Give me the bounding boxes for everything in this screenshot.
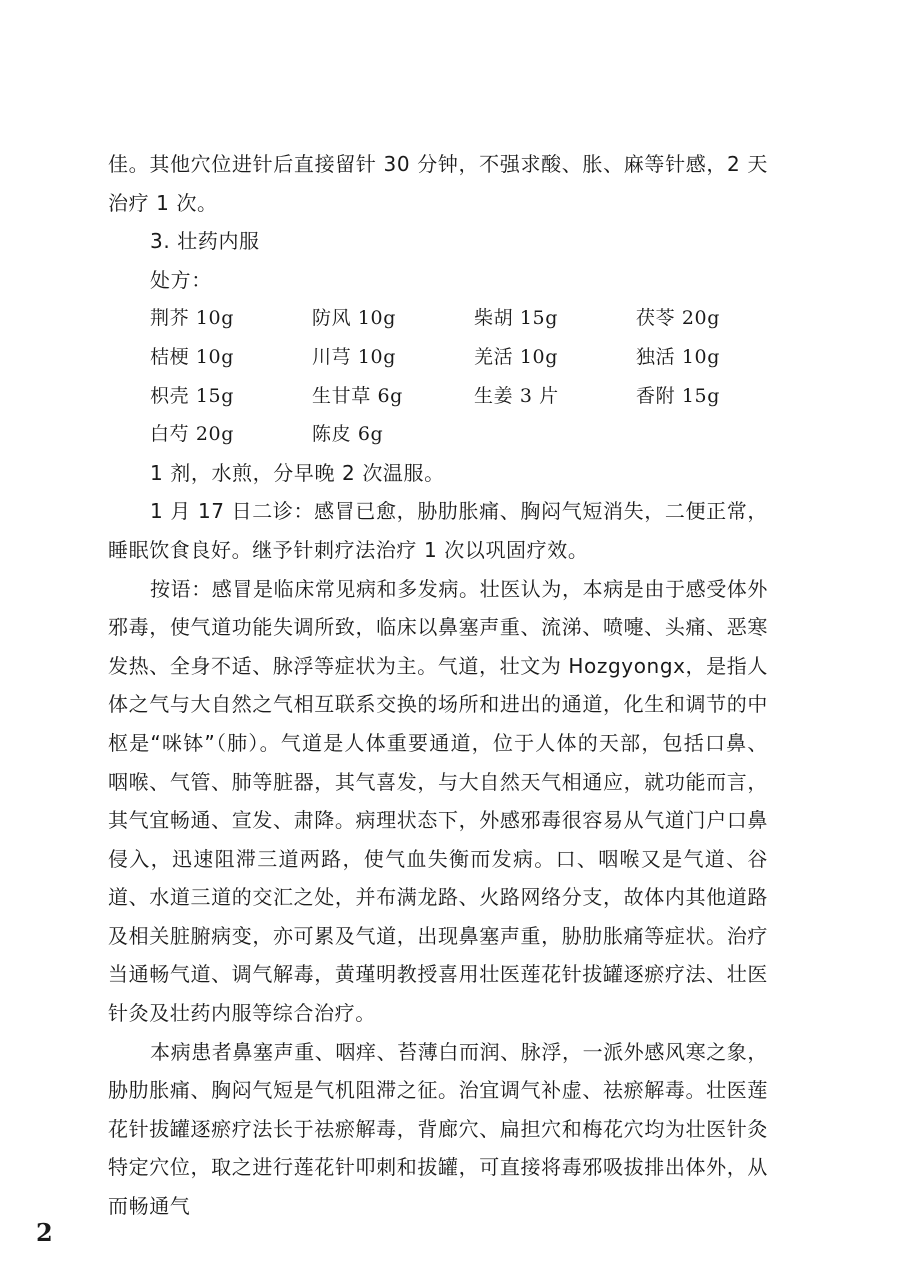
prescription-row <box>108 338 768 377</box>
page-number: 2 <box>36 1218 53 1247</box>
herb-item: 陈皮 6g <box>312 423 384 446</box>
herb-item: 荆芥 10g <box>150 307 234 330</box>
herb-item: 生姜 3 片 <box>474 384 559 407</box>
herb-item: 柴胡 15g <box>474 307 558 330</box>
herb-item: 羌活 10g <box>474 345 558 368</box>
herb-item: 防风 10g <box>312 307 396 330</box>
body-text-top <box>108 145 768 1226</box>
prescription-label: 处方： <box>150 267 212 292</box>
prescription-row <box>108 415 768 454</box>
herb-item: 生甘草 6g <box>312 384 403 407</box>
second-visit-paragraph: 1 月 17 日二诊：感冒已愈，胁肋胀痛、胸闷气短消失，二便正常，睡眠饮食良好。继予针刺疗法治疗 1 次以巩固疗效。 <box>108 499 768 562</box>
prescription-row <box>108 377 768 416</box>
section-heading: 3. 壮药内服 <box>150 229 260 254</box>
herb-item: 川芎 10g <box>312 345 396 368</box>
herb-item: 枳壳 15g <box>150 384 234 407</box>
usage-instruction: 1 剂，水煎，分早晚 2 次温服。 <box>150 460 445 485</box>
prescription-row <box>108 299 768 338</box>
herb-item: 香附 15g <box>636 384 720 407</box>
commentary-paragraph: 按语：感冒是临床常见病和多发病。壮医认为，本病是由于感受体外邪毒，使气道功能失调所致，临床以鼻塞声重、流涕、喷嚏、头痛、恶寒发热、全身不适、脉浮等症状为主。气道，壮文为 Hozgyongx，是指人体之气与大自然之气相互联系交换的场所和进出的通道，化生和调节的中枢是“咪钵”（肺）。气道是人体重要通道，位于人体的天部，包括口鼻、咽喉、气管、肺等脏器，其气喜发，与大自然天气相通应，就功能而言，其气宜畅通、宣发、肃降。病理状态下，外感邪毒很容易从气道门户口鼻侵入，迅速阻滞三道两路，使气血失衡而发病。口、咽喉又是气道、谷道、水道三道的交汇之处，并布满龙路、火路网络分支，故体内其他道路及相关脏腑病变，亦可累及气道，出现鼻塞声重，胁肋胀痛等症状。治疗当通畅气道、调气解毒，黄瑾明教授喜用壮医莲花针拔罐逐瘀疗法、壮医针灸及壮药内服等综合治疗。 <box>108 576 768 1026</box>
analysis-paragraph: 本病患者鼻塞声重、咽痒、苔薄白而润、脉浮，一派外感风寒之象，胁肋胀痛、胸闷气短是气机阻滞之征。治宜调气补虚、祛瘀解毒。壮医莲花针拔罐逐瘀疗法长于祛瘀解毒，背廊穴、扁担穴和梅花穴均为壮医针灸特定穴位，取之进行莲花针叩刺和拔罐，可直接将毒邪吸拔排出体外，从而畅通气 <box>108 1039 768 1219</box>
herb-item: 桔梗 10g <box>150 345 234 368</box>
herb-item: 独活 10g <box>636 345 720 368</box>
continuation-paragraph: 佳。其他穴位进针后直接留针 30 分钟，不强求酸、胀、麻等针感，2 天治疗 1 次。 <box>108 152 768 215</box>
herb-item: 白芍 20g <box>150 423 234 446</box>
herb-item: 茯苓 20g <box>636 307 720 330</box>
